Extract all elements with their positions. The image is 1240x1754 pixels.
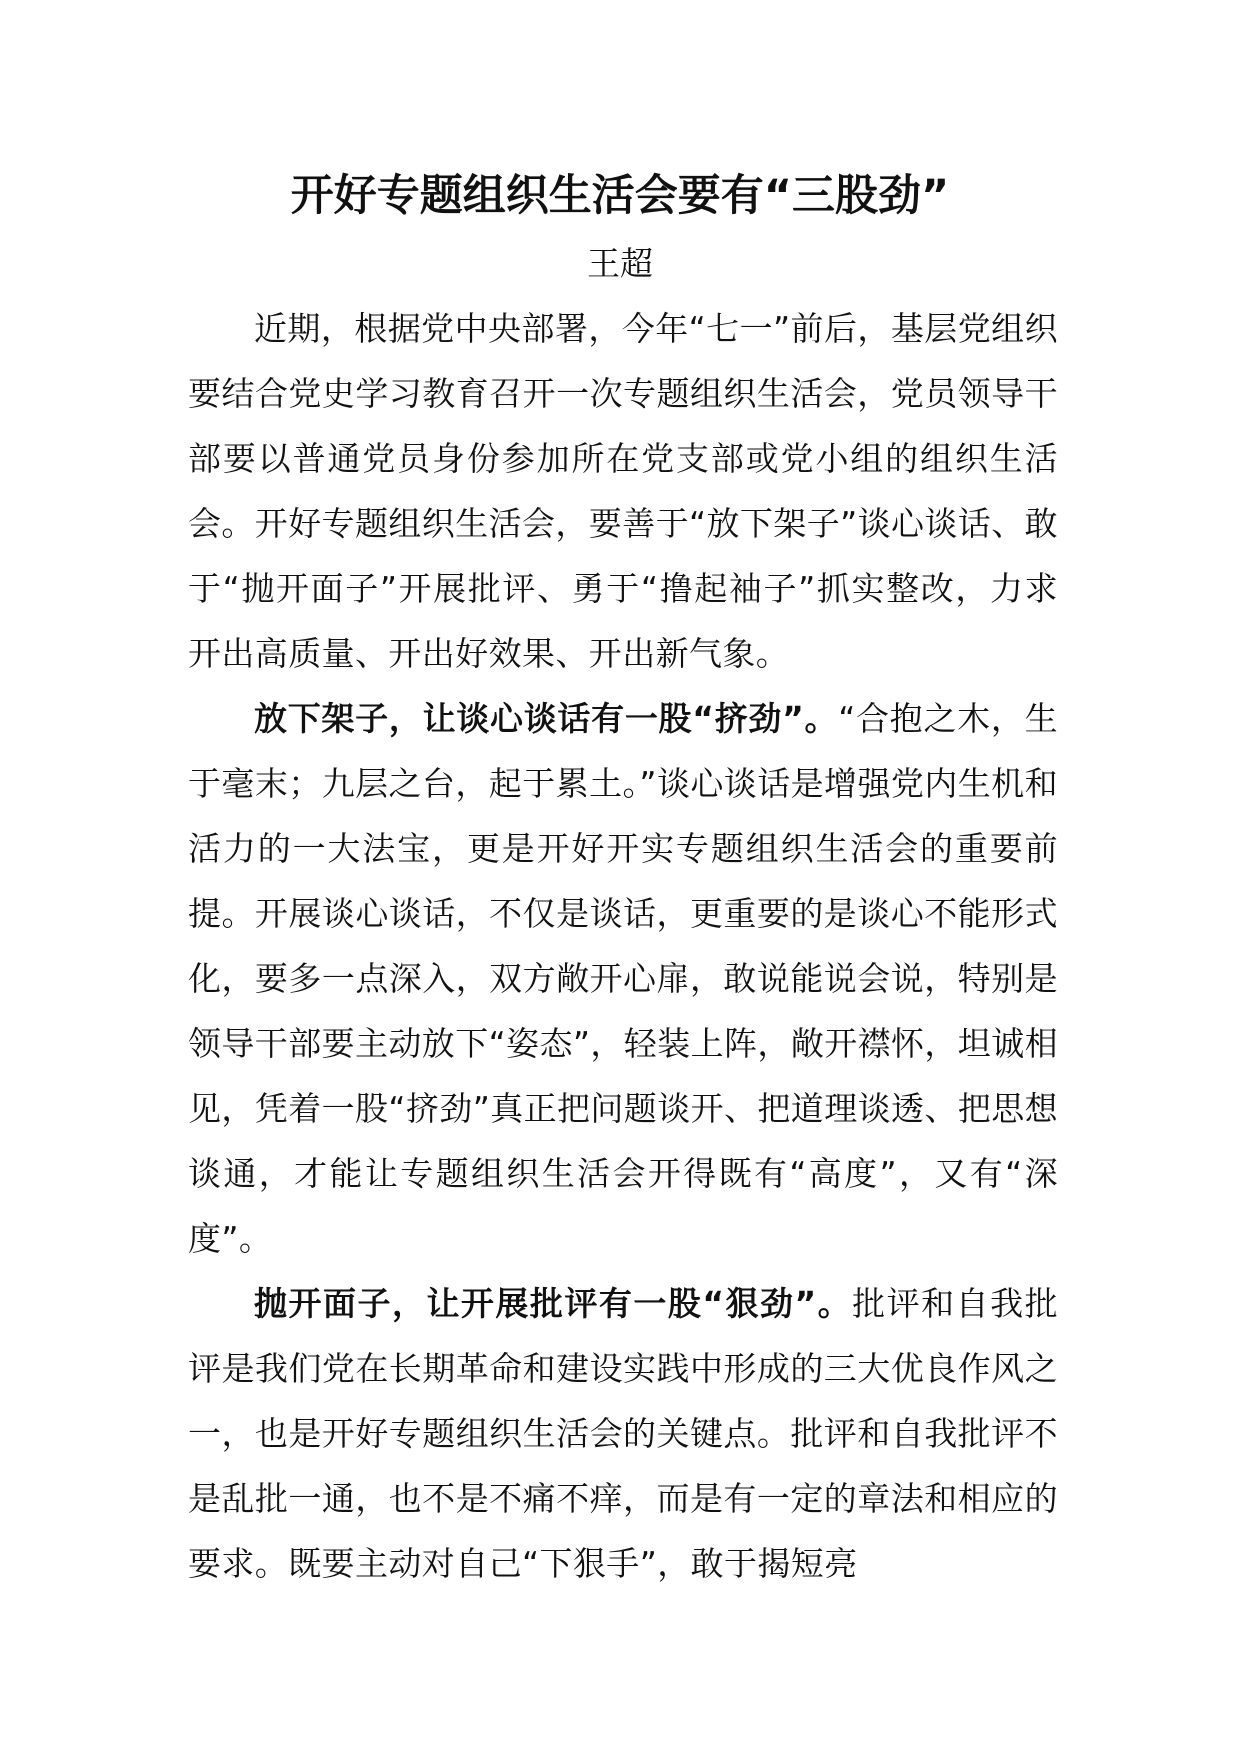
document-title: 开好专题组织生活会要有“三股劲” bbox=[290, 171, 950, 221]
paragraph-text: “合抱之木，生于毫末；九层之台，起于累土。”谈心谈话是增强党内生机和活力的一大法宝，更是开好开实专题组织生活会的重要前提。开展谈心谈话，不仅是谈话，更重要的是谈心不能形式化，要多一点深入，双方敞开心扉，敢说能说会说，特别是领导干部要主动放下“姿态”，轻装上阵，敞开襟怀，坦诚相见，凭着一股“挤劲”真正把问题谈开、把道理谈透、把思想谈通，才能让专题组织生活会开得既有“高度”，又有“深度”。 bbox=[188, 699, 1058, 1258]
document-author: 王超 bbox=[587, 244, 653, 283]
paragraph-text: 批评和自我批评是我们党在长期革命和建设实践中形成的三大优良作风之一，也是开好专题组织生活会的关键点。批评和自我批评不是乱批一通，也不是不痛不痒，而是有一定的章法和相应的要求。既要主动对自己“下狠手”，敢于揭短亮 bbox=[188, 1284, 1058, 1583]
paragraph-text: 近期，根据党中央部署，今年“七一”前后，基层党组织要结合党史学习教育召开一次专题组织生活会，党员领导干部要以普通党员身份参加所在党支部或党小组的组织生活会。开好专题组织生活会，要善于“放下架子”谈心谈话、敢于“抛开面子”开展批评、勇于“撸起袖子”抓实整改，力求开出高质量、开出好效果、开出新气象。 bbox=[188, 309, 1058, 673]
document-body bbox=[188, 296, 1058, 1596]
paragraph-section-1 bbox=[188, 686, 1058, 1271]
paragraph-lead-heading: 抛开面子，让开展批评有一股“狠劲”。 bbox=[254, 1284, 853, 1323]
paragraph-lead-heading: 放下架子，让谈心谈话有一股“挤劲”。 bbox=[254, 699, 839, 738]
paragraph-section-2 bbox=[188, 1271, 1058, 1596]
paragraph-intro bbox=[188, 296, 1058, 686]
